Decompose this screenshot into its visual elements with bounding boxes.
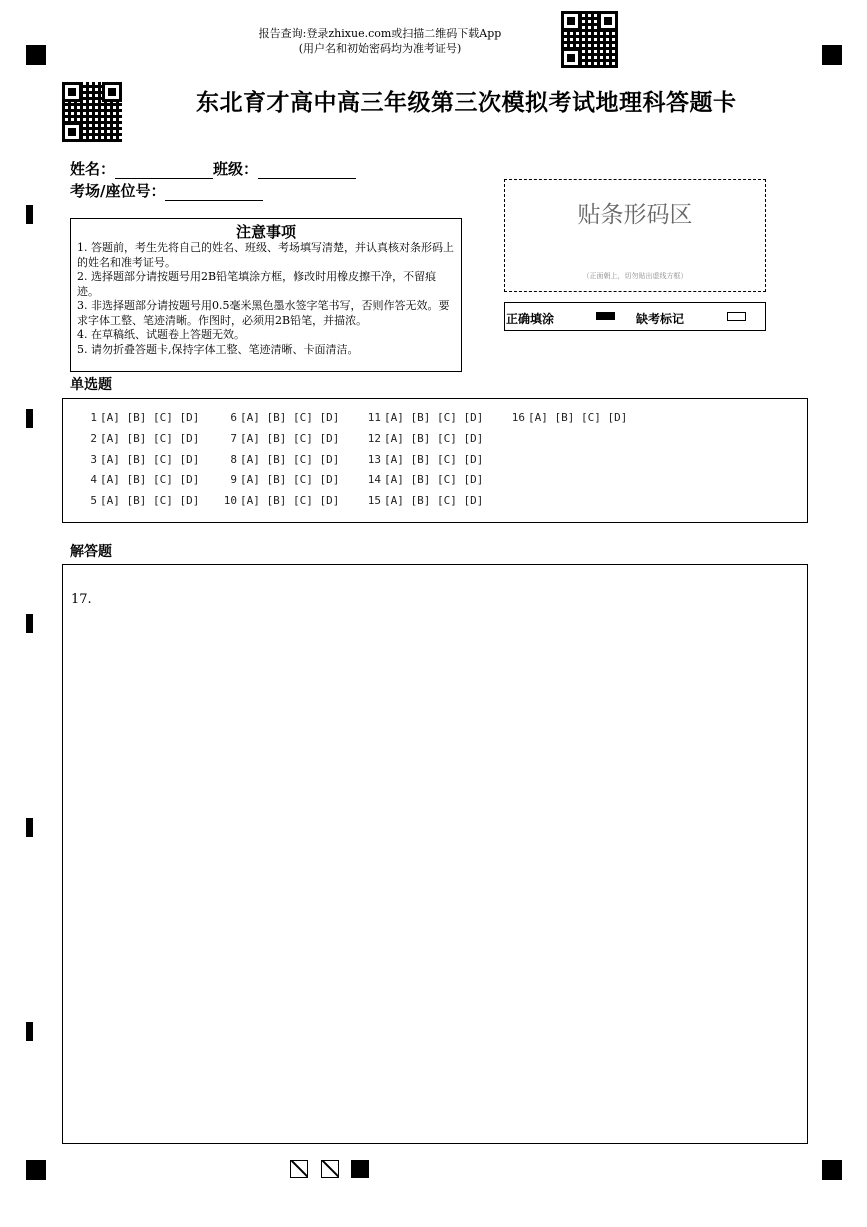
side-mark xyxy=(26,205,33,224)
barcode-area[interactable] xyxy=(504,179,766,292)
mcq-options[interactable]: [A] [B] [C] [D] xyxy=(384,453,484,466)
mcq-options[interactable]: [A] [B] [C] [D] xyxy=(240,453,340,466)
mcq-label: 单选题 xyxy=(70,377,112,393)
qr-finder xyxy=(62,122,82,142)
name-field[interactable] xyxy=(115,162,213,179)
corner-mark-top-left xyxy=(26,45,46,65)
page-title: 东北育才高中高三年级第三次模拟考试地理科答题卡 xyxy=(196,89,737,116)
barcode-title: 贴条形码区 xyxy=(577,202,693,228)
mcq-options[interactable]: [A] [B] [C] [D] xyxy=(240,432,340,445)
bottom-slash-box xyxy=(290,1160,308,1178)
mcq-number: 11 xyxy=(367,411,381,424)
mcq-question-12[interactable] xyxy=(367,432,483,445)
name-label: 姓名： xyxy=(70,160,116,178)
mcq-options[interactable]: [A] [B] [C] [D] xyxy=(240,473,340,486)
mcq-question-15[interactable] xyxy=(367,494,483,507)
mcq-question-5[interactable] xyxy=(83,494,199,507)
mcq-number: 15 xyxy=(367,494,381,507)
mcq-question-9[interactable] xyxy=(223,473,339,486)
name-class-row xyxy=(70,158,356,179)
mcq-question-13[interactable] xyxy=(367,453,483,466)
answer-label: 解答题 xyxy=(70,544,112,560)
seat-label: 考场/座位号： xyxy=(70,182,166,200)
absent-mark-label: 缺考标记 xyxy=(636,312,685,326)
mcq-number: 5 xyxy=(90,494,97,507)
mcq-number: 6 xyxy=(230,411,237,424)
mcq-question-2[interactable] xyxy=(83,432,199,445)
bottom-filled-box xyxy=(351,1160,369,1178)
mcq-options[interactable]: [A] [B] [C] [D] xyxy=(240,494,340,507)
mcq-number: 7 xyxy=(230,432,237,445)
notice-item: 1. 答题前，考生先将自己的姓名、班级、考场填写清楚，并认真核对条形码上的姓名和准考证号。 xyxy=(77,241,454,269)
class-label: 班级： xyxy=(213,160,259,178)
mcq-question-4[interactable] xyxy=(83,473,199,486)
qr-finder xyxy=(598,11,618,31)
qr-finder xyxy=(561,11,581,31)
mcq-options[interactable]: [A] [B] [C] [D] xyxy=(528,411,628,424)
fill-legend xyxy=(504,302,766,331)
notice-title: 注意事项 xyxy=(235,223,296,241)
mcq-number: 4 xyxy=(90,473,97,486)
mcq-question-8[interactable] xyxy=(223,453,339,466)
absent-mark-box[interactable] xyxy=(727,312,746,321)
report-hint-line2: (用户名和初始密码均为准考证号) xyxy=(298,42,462,55)
class-field[interactable] xyxy=(258,162,356,179)
side-mark xyxy=(26,818,33,837)
mcq-options[interactable]: [A] [B] [C] [D] xyxy=(100,453,200,466)
mcq-box xyxy=(62,398,808,523)
notice-item: 2. 选择题部分请按题号用2B铅笔填涂方框，修改时用橡皮擦干净，不留痕迹。 xyxy=(77,270,437,298)
mcq-options[interactable]: [A] [B] [C] [D] xyxy=(100,432,200,445)
seat-row xyxy=(70,180,263,201)
bottom-slash-box xyxy=(321,1160,339,1178)
mcq-number: 14 xyxy=(367,473,381,486)
mcq-options[interactable]: [A] [B] [C] [D] xyxy=(384,411,484,424)
correct-fill-sample xyxy=(596,312,615,320)
mcq-question-3[interactable] xyxy=(83,453,199,466)
seat-field[interactable] xyxy=(165,184,263,201)
notice-item: 5. 请勿折叠答题卡,保持字体工整、笔迹清晰、卡面清洁。 xyxy=(77,342,359,356)
mcq-number: 16 xyxy=(511,411,525,424)
mcq-question-11[interactable] xyxy=(367,411,483,424)
barcode-hint: （正面朝上，切勿贴出虚线方框） xyxy=(582,272,688,280)
report-hint-line1: 报告查询:登录zhixue.com或扫描二维码下载App xyxy=(258,27,502,40)
corner-mark-bottom-right xyxy=(822,1160,842,1180)
correct-fill-label: 正确填涂 xyxy=(506,312,555,326)
qr-finder xyxy=(62,82,82,102)
question-number: 17. xyxy=(71,592,92,607)
mcq-question-1[interactable] xyxy=(83,411,199,424)
qr-code-student xyxy=(62,82,122,142)
mcq-options[interactable]: [A] [B] [C] [D] xyxy=(100,494,200,507)
mcq-options[interactable]: [A] [B] [C] [D] xyxy=(240,411,340,424)
mcq-number: 8 xyxy=(230,453,237,466)
notice-box xyxy=(70,218,462,372)
answer-box[interactable] xyxy=(62,564,808,1144)
mcq-question-16[interactable] xyxy=(511,411,627,424)
qr-finder xyxy=(102,82,122,102)
mcq-options[interactable]: [A] [B] [C] [D] xyxy=(100,473,200,486)
mcq-number: 1 xyxy=(90,411,97,424)
mcq-options[interactable]: [A] [B] [C] [D] xyxy=(384,473,484,486)
mcq-options[interactable]: [A] [B] [C] [D] xyxy=(384,432,484,445)
mcq-options[interactable]: [A] [B] [C] [D] xyxy=(384,494,484,507)
corner-mark-bottom-left xyxy=(26,1160,46,1180)
qr-code-app[interactable] xyxy=(561,11,618,68)
qr-finder xyxy=(561,48,581,68)
mcq-options[interactable]: [A] [B] [C] [D] xyxy=(100,411,200,424)
mcq-question-14[interactable] xyxy=(367,473,483,486)
mcq-question-6[interactable] xyxy=(223,411,339,424)
corner-mark-top-right xyxy=(822,45,842,65)
mcq-number: 9 xyxy=(230,473,237,486)
mcq-number: 13 xyxy=(367,453,381,466)
mcq-question-10[interactable] xyxy=(223,494,339,507)
side-mark xyxy=(26,1022,33,1041)
side-mark xyxy=(26,614,33,633)
notice-item: 4. 在草稿纸、试题卷上答题无效。 xyxy=(77,328,245,341)
report-hint xyxy=(230,26,530,56)
notice-item: 3. 非选择题部分请按题号用0.5毫米黑色墨水签字笔书写，否则作答无效。要求字体工整、笔迹清晰。作图时，必须用2B铅笔，并描浓。 xyxy=(77,299,450,327)
mcq-number: 2 xyxy=(90,432,97,445)
mcq-number: 12 xyxy=(367,432,381,445)
side-mark xyxy=(26,409,33,428)
mcq-number: 3 xyxy=(90,453,97,466)
mcq-question-7[interactable] xyxy=(223,432,339,445)
mcq-number: 10 xyxy=(223,494,237,507)
